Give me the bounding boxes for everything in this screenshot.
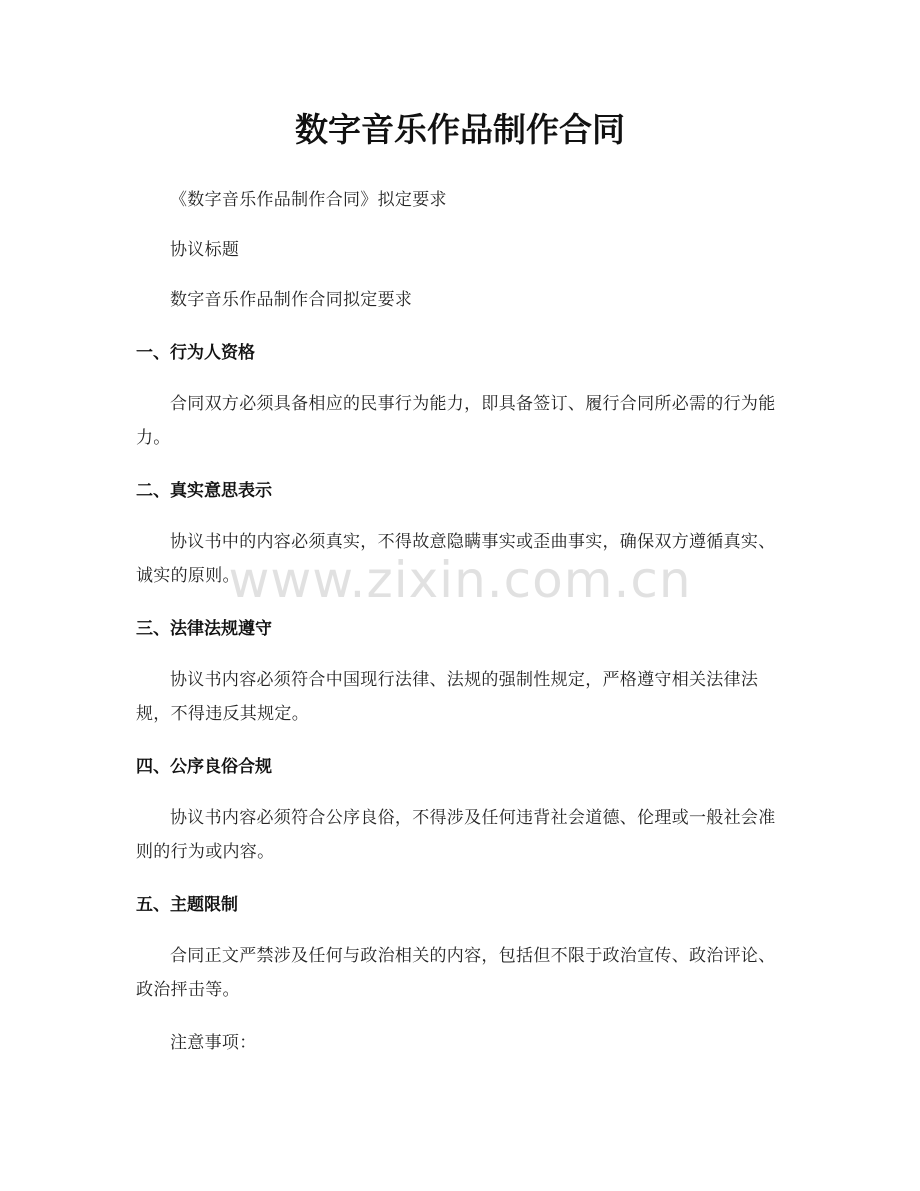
notes-label: 注意事项：	[170, 1033, 257, 1053]
intro-line-1: 《数字音乐作品制作合同》拟定要求	[170, 190, 447, 210]
section-heading-3: 三、法律法规遵守	[136, 619, 272, 639]
section-body-3: 协议书内容必须符合中国现行法律、法规的强制性规定，严格遵守相关法律法规，不得违反其规定。	[136, 670, 759, 724]
intro-line-2: 协议标题	[170, 240, 240, 260]
section-body-1: 合同双方必须具备相应的民事行为能力，即具备签订、履行合同所必需的行为能力。	[136, 394, 776, 448]
section-body-4: 协议书内容必须符合公序良俗，不得涉及任何违背社会道德、伦理或一般社会准则的行为或内容。	[136, 808, 776, 862]
section-body-5: 合同正文严禁涉及任何与政治相关的内容，包括但不限于政治宣传、政治评论、政治抨击等。	[136, 946, 776, 1000]
document-title: 数字音乐作品制作合同	[295, 110, 625, 149]
watermark-text: www.zixin.com.cn	[228, 551, 692, 609]
section-heading-2: 二、真实意思表示	[136, 481, 272, 501]
section-body-2: 协议书中的内容必须真实，不得故意隐瞒事实或歪曲事实，确保双方遵循真实、诚实的原则。	[136, 532, 776, 586]
intro-line-3: 数字音乐作品制作合同拟定要求	[170, 290, 413, 310]
section-heading-1: 一、行为人资格	[136, 343, 255, 363]
section-heading-4: 四、公序良俗合规	[136, 757, 272, 777]
section-heading-5: 五、主题限制	[136, 895, 238, 915]
